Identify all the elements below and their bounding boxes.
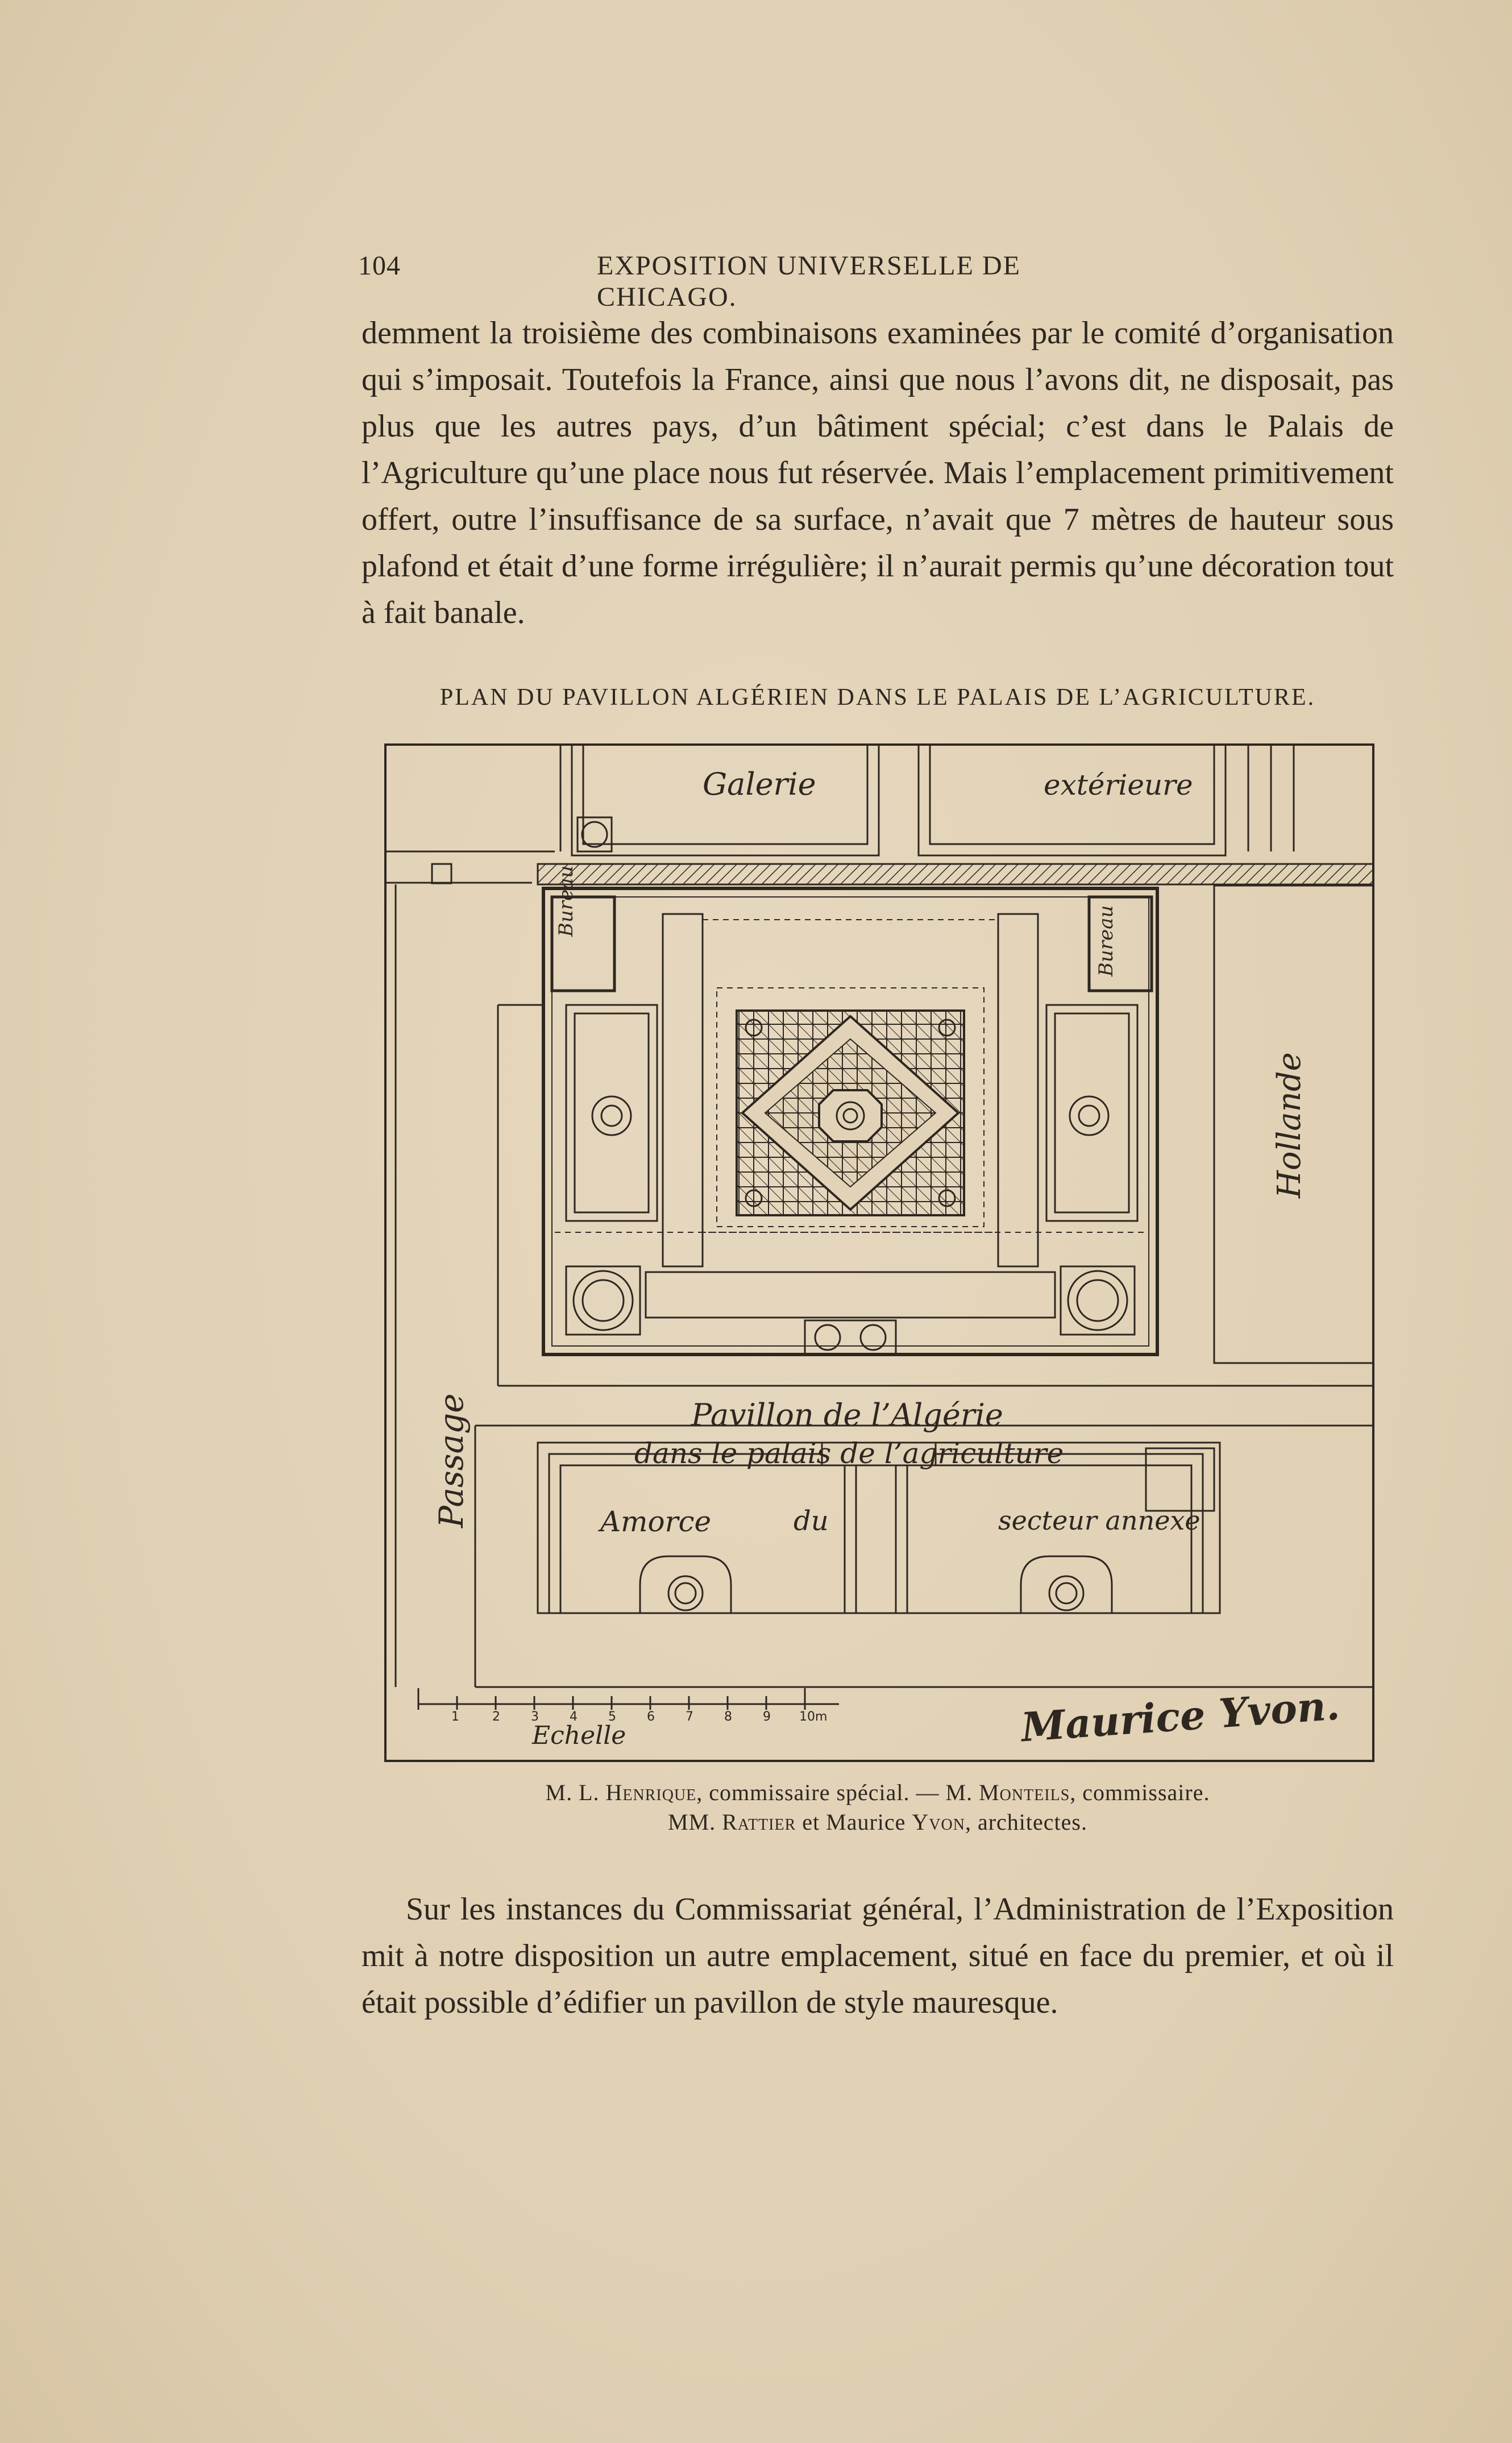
pavilion-plan: [543, 888, 1157, 1355]
floor-plan-figure: [384, 743, 1374, 1762]
credits-name: Yvon: [912, 1809, 965, 1835]
scale-tick: 4: [570, 1710, 578, 1724]
page-number: 104: [358, 251, 401, 281]
scale-tick: 5: [608, 1710, 616, 1724]
credits-text: , architectes.: [965, 1809, 1087, 1835]
scale-tick: 9: [763, 1710, 771, 1724]
credits-text: M. L.: [545, 1780, 600, 1805]
label-galerie: Galerie: [703, 766, 816, 802]
credits-name: Monteils: [979, 1780, 1070, 1805]
credits-text: , commissaire spécial. — M.: [696, 1780, 973, 1805]
credits-text: MM.: [668, 1809, 716, 1835]
label-hollande: Hollande: [1271, 1052, 1308, 1198]
label-exterieure: extérieure: [1044, 768, 1193, 801]
credits-name: Henrique: [605, 1780, 697, 1805]
credits-line-1: [362, 1779, 1394, 1806]
running-title: EXPOSITION UNIVERSELLE DE CHICAGO.: [597, 251, 1021, 312]
label-bureau-right: Bureau: [1095, 905, 1118, 977]
passage-walls: [385, 883, 1374, 1687]
paragraph-1-text: demment la troisième des combinaisons examinées par le comité d’organisation qui s’imposait. Toutefois la France, ainsi que nous l’avons dit, ne disposait, pas plus que les autres pays, d’un bâtiment spécial; c’est dans le Palais de l’Agriculture qu’une place nous fut réservée. Mais l’emplacement primitivement offert, outre l’insuffisance de sa surface, n’avait que 7 mètres de hauteur sous plafond et était d’une forme irrégulière; il n’aurait permis qu’une décoration tout à fait banale.: [362, 315, 1394, 630]
scale-tick: 2: [492, 1710, 500, 1724]
scale-tick: 1: [451, 1710, 459, 1724]
scale-tick: 10m: [799, 1710, 828, 1724]
annex-plan: [475, 1443, 1374, 1687]
label-passage: Passage: [432, 1393, 471, 1528]
label-du: du: [794, 1505, 829, 1537]
label-secteur-annexe: secteur annexe: [998, 1505, 1201, 1536]
label-amorce: Amorce: [600, 1505, 712, 1538]
scale-tick: 3: [531, 1710, 539, 1724]
outer-gallery: [385, 745, 1294, 883]
scale-bar: [418, 1688, 839, 1710]
paragraph-2: [362, 1886, 1394, 2034]
label-pavillon-line2: dans le palais de l’agriculture: [634, 1437, 1064, 1470]
scale-tick: 8: [724, 1710, 732, 1724]
running-head: [358, 250, 1165, 312]
plan-title: PLAN DU PAVILLON ALGÉRIEN DANS LE PALAIS DE L’AGRICULTURE.: [439, 684, 1316, 711]
label-bureau-left: Bureau: [555, 865, 578, 937]
credits-name: Rattier: [722, 1809, 796, 1835]
credits-text: , commissaire.: [1070, 1780, 1210, 1805]
scale-tick: 6: [647, 1710, 655, 1724]
scale-tick: 7: [686, 1710, 693, 1724]
credits-text: et Maurice: [802, 1809, 906, 1835]
paragraph-1: [362, 310, 1394, 628]
label-pavillon-line1: Pavillon de l’Algérie: [691, 1397, 1003, 1433]
paragraph-2-text: Sur les instances du Commissariat général, l’Administration de l’Exposition mit à notre disposition un autre emplacement, situé en face du premier, et où il était possible d’édifier un pavillon de style mauresque.: [362, 1892, 1394, 2020]
hatched-wall: [538, 864, 1373, 884]
credits-line-2: [362, 1809, 1394, 1835]
scale-label: Echelle: [532, 1721, 626, 1750]
architect-signature: Maurice Yvon.: [1019, 1681, 1341, 1751]
floor-plan-drawing: [384, 743, 1374, 1762]
